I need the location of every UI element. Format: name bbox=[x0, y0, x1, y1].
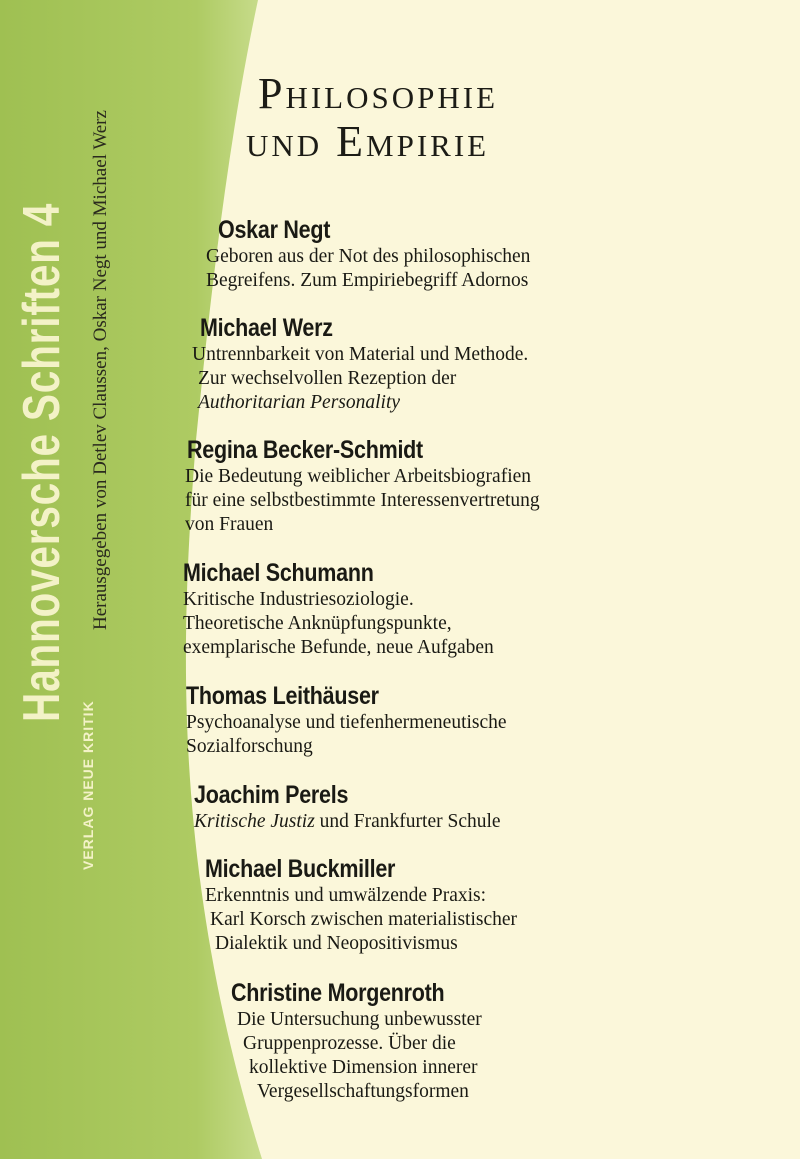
essay-line: Kritische Industriesoziologie. bbox=[183, 589, 414, 610]
essay-line: Die Bedeutung weiblicher Arbeitsbiografien bbox=[185, 466, 532, 487]
publisher-name: VERLAG NEUE KRITIK bbox=[80, 700, 96, 870]
contents-entry bbox=[206, 215, 531, 293]
essay-line: Geboren aus der Not des philosophischen bbox=[206, 246, 531, 267]
contents-entry bbox=[194, 780, 501, 834]
author-name: Oskar Negt bbox=[218, 216, 331, 244]
contents-entry bbox=[192, 313, 529, 415]
essay-line: für eine selbstbestimmte Interessenvertretung bbox=[185, 490, 540, 511]
essay-title bbox=[185, 465, 540, 537]
author-name: Regina Becker-Schmidt bbox=[187, 436, 423, 464]
contents-entry bbox=[205, 854, 517, 956]
author-name: Thomas Leithäuser bbox=[186, 682, 379, 710]
essay-title bbox=[205, 884, 517, 956]
essay-line: Theoretische Anknüpfungspunkte, bbox=[183, 613, 452, 634]
essay-line: Sozialforschung bbox=[186, 736, 313, 757]
essay-line: von Frauen bbox=[185, 514, 274, 535]
essay-line: Erkenntnis und umwälzende Praxis: bbox=[205, 885, 487, 906]
essay-line-italic: Authoritarian Personality bbox=[198, 392, 401, 413]
author-name: Christine Morgenroth bbox=[231, 979, 445, 1007]
essay-italic-part: Kritische Justiz bbox=[194, 811, 315, 832]
essay-title bbox=[192, 343, 528, 415]
essay-line: Vergesellschaftungsformen bbox=[257, 1081, 469, 1102]
essay-line: Karl Korsch zwischen materialistischer bbox=[210, 909, 518, 930]
essay-line: Begreifens. Zum Empiriebegriff Adornos bbox=[206, 270, 529, 291]
essay-title bbox=[183, 588, 494, 660]
title-line-2: und Empirie bbox=[246, 117, 490, 166]
contents-entry bbox=[231, 978, 482, 1104]
title-line-1: Philosophie bbox=[258, 69, 499, 118]
essay-line: exemplarische Befunde, neue Aufgaben bbox=[183, 637, 494, 658]
essay-line: Gruppenprozesse. Über die bbox=[243, 1033, 456, 1054]
book-title bbox=[246, 69, 499, 166]
author-name: Joachim Perels bbox=[194, 781, 349, 809]
essay-line: Dialektik und Neopositivismus bbox=[215, 933, 458, 954]
editors-line: Herausgegeben von Detlev Claussen, Oskar Negt und Michael Werz bbox=[90, 110, 111, 630]
series-title: Hannoversche Schriften 4 bbox=[13, 202, 71, 722]
essay-line: Die Untersuchung unbewusster bbox=[237, 1009, 482, 1030]
essay-line: Untrennbarkeit von Material und Methode. bbox=[192, 344, 529, 365]
essay-title bbox=[186, 711, 507, 759]
contents-entry bbox=[187, 435, 540, 537]
author-name: Michael Schumann bbox=[183, 559, 374, 587]
author-name: Michael Buckmiller bbox=[205, 855, 396, 883]
essay-line: Zur wechselvollen Rezeption der bbox=[198, 368, 457, 389]
essay-line: Psychoanalyse und tiefenhermeneutische bbox=[186, 712, 507, 733]
essay-title bbox=[206, 245, 530, 293]
contents-entry bbox=[186, 681, 507, 759]
contents-entry bbox=[183, 558, 494, 660]
author-name: Michael Werz bbox=[200, 314, 333, 342]
essay-title bbox=[231, 1008, 482, 1104]
essay-line: kollektive Dimension innerer bbox=[249, 1057, 478, 1078]
essay-title bbox=[194, 810, 501, 834]
essay-line bbox=[194, 810, 501, 834]
essay-rest-part: und Frankfurter Schule bbox=[314, 811, 501, 832]
